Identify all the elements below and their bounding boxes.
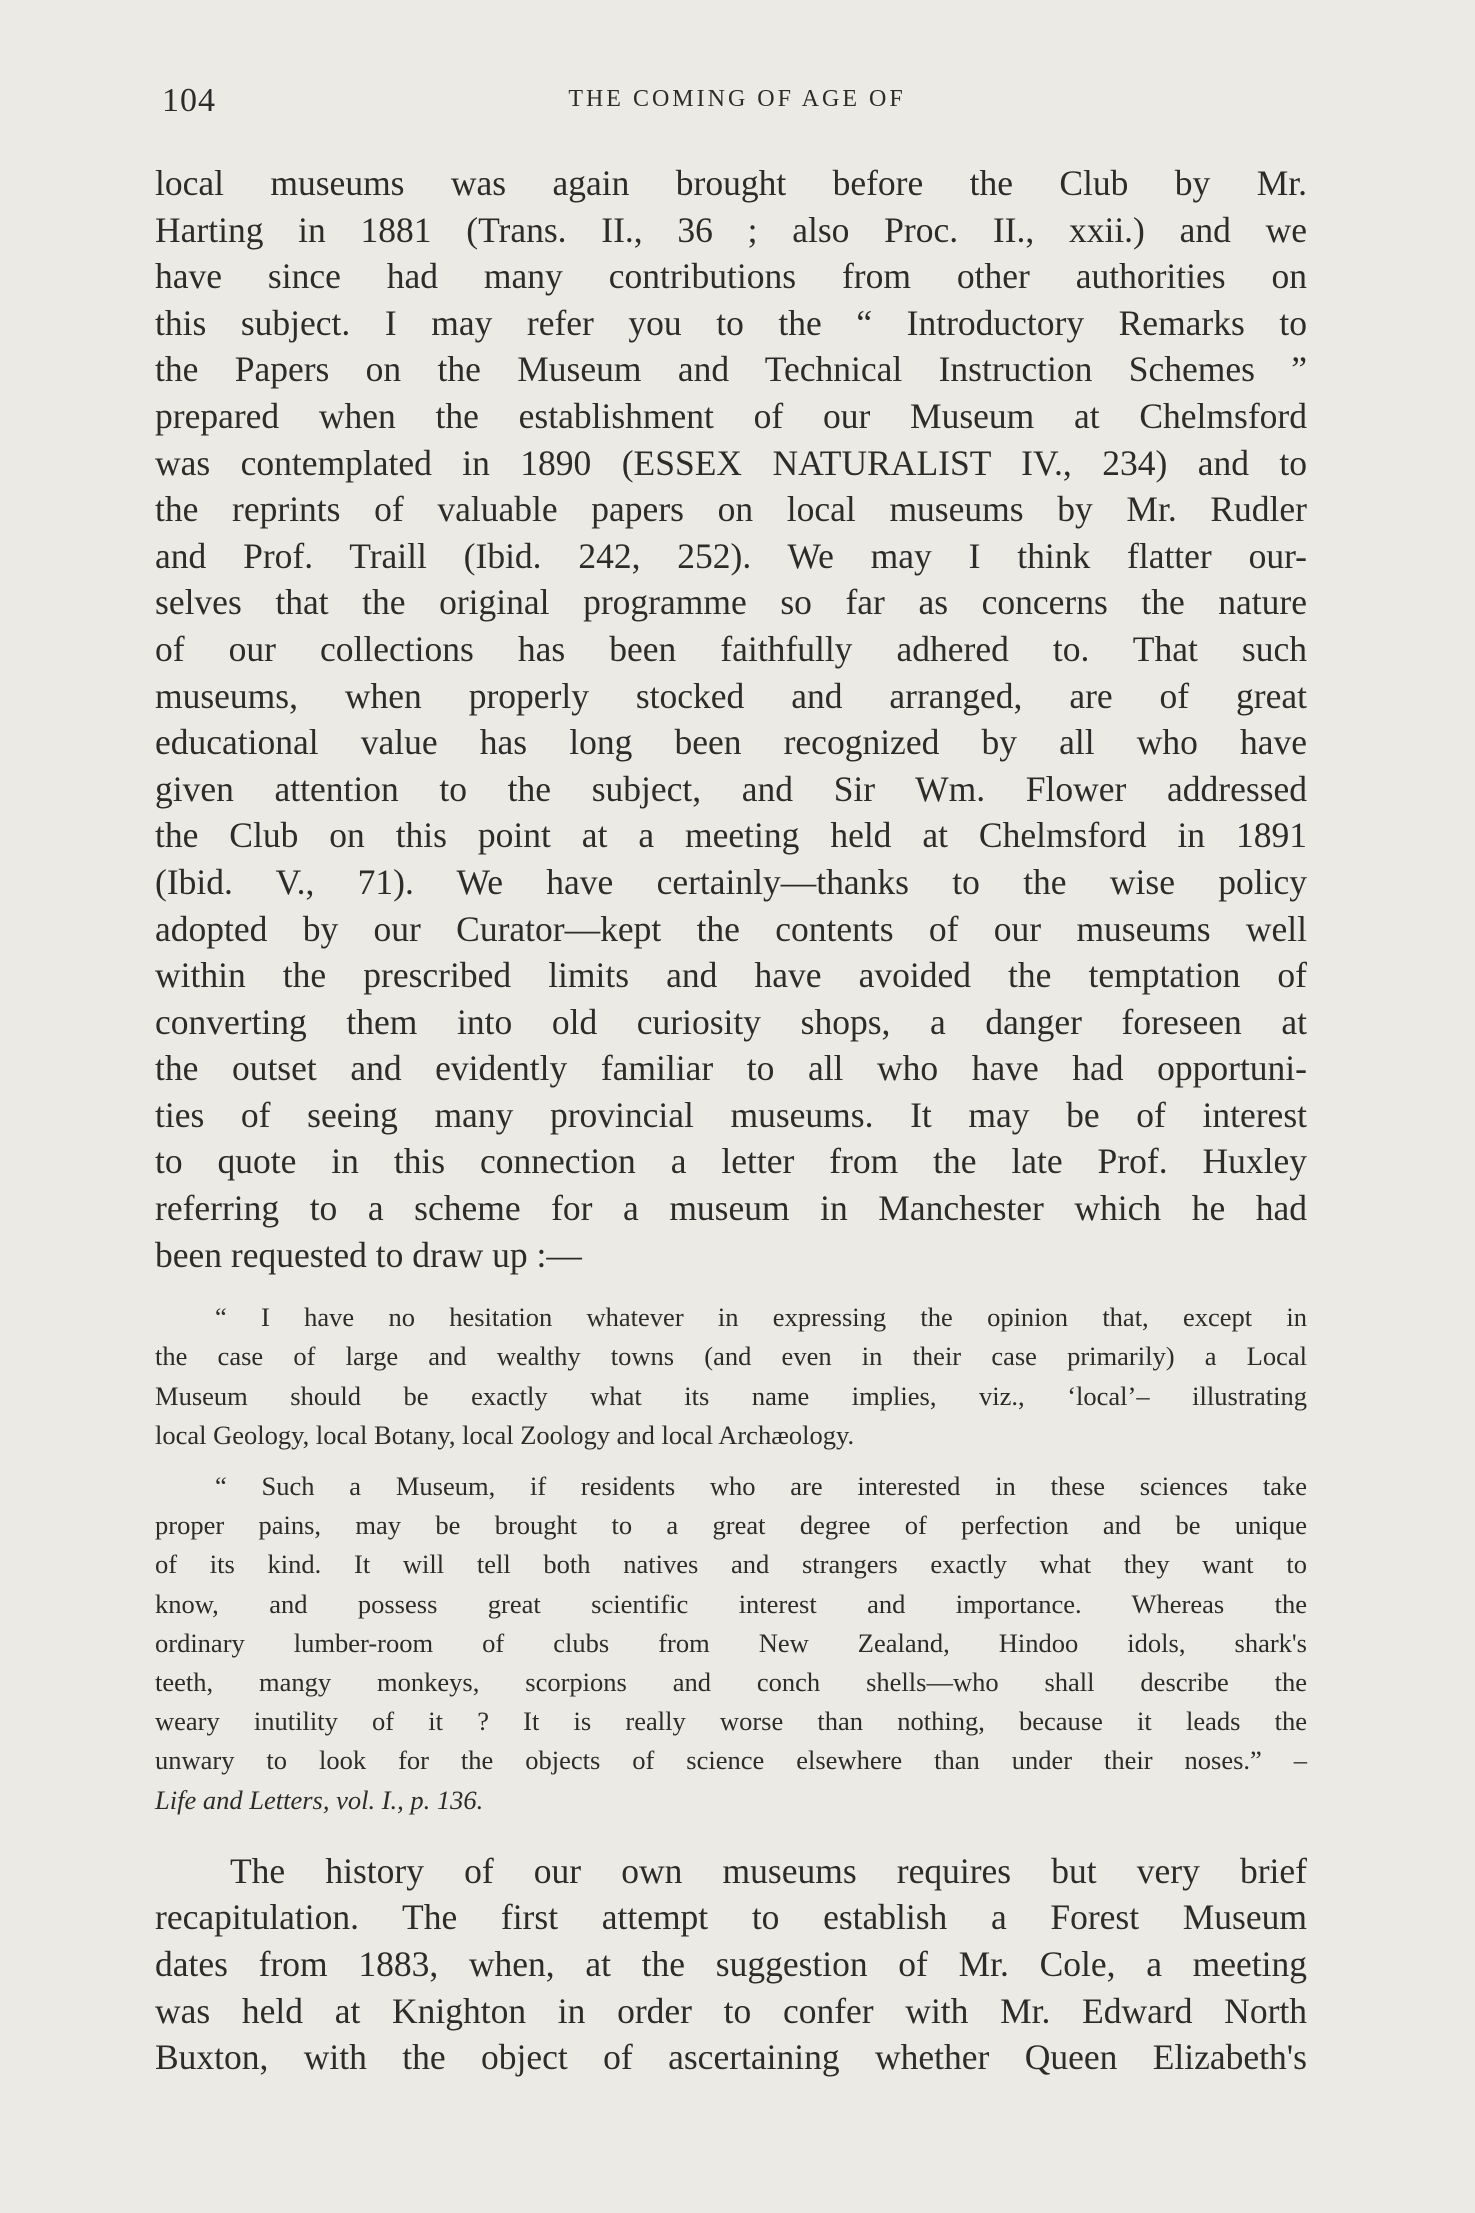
text-line: (Ibid. V., 71). We have certainly—thanks to the wise policy — [155, 861, 1307, 902]
quote-line: know, and possess great scientific interest and importance. Whereas the — [155, 1588, 1307, 1619]
text-line: and Prof. Traill (Ibid. 242, 252). We may I think flatter our- — [155, 535, 1307, 576]
quote-line: ordinary lumber-room of clubs from New Zealand, Hindoo idols, shark's — [155, 1627, 1307, 1658]
text-line: local museums was again brought before the Club by Mr. — [155, 163, 1307, 203]
text-line: the reprints of valuable papers on local museums by Mr. Rudler — [155, 489, 1307, 530]
text-line: was held at Knighton in order to confer with Mr. Edward North — [155, 1990, 1307, 2031]
quote-line: the case of large and wealthy towns (and even in their case primarily) a Local — [155, 1341, 1307, 1372]
quote-line: of its kind. It will tell both natives and strangers exactly what they want to — [155, 1549, 1307, 1580]
text-line: was contemplated in 1890 (ESSEX NATURALIST IV., 234) and to — [155, 442, 1307, 483]
text-line: educational value has long been recognized by all who have — [155, 722, 1307, 763]
quote-line: teeth, mangy monkeys, scorpions and conch shells—who shall describe the — [155, 1667, 1307, 1698]
quote-line: weary inutility of it ? It is really worse than nothing, because it leads the — [155, 1706, 1307, 1737]
running-title: THE COMING OF AGE OF — [568, 86, 906, 112]
text-line: the Club on this point at a meeting held at Chelmsford in 1891 — [155, 815, 1307, 856]
text-line: prepared when the establishment of our Museum at Chelmsford — [155, 395, 1307, 436]
text-line: selves that the original programme so far as concerns the nature — [155, 582, 1307, 623]
huxley-quote-paragraph-2 — [155, 1467, 1307, 1820]
text-line: to quote in this connection a letter from the late Prof. Huxley — [155, 1141, 1307, 1182]
text-line: the outset and evidently familiar to all who have had opportuni- — [155, 1048, 1307, 1089]
text-line: referring to a scheme for a museum in Manchester which he had — [155, 1188, 1307, 1229]
quote-line: local Geology, local Botany, local Zoology and local Archæology. — [155, 1419, 855, 1450]
quote-line: “ Such a Museum, if residents who are interested in these sciences take — [215, 1471, 1307, 1502]
text-line: recapitulation. The first attempt to establish a Forest Museum — [155, 1897, 1307, 1938]
text-line: adopted by our Curator—kept the contents of our museums well — [155, 908, 1307, 949]
text-line: ties of seeing many provincial museums. It may be of interest — [155, 1094, 1307, 1135]
running-head — [162, 82, 1312, 122]
text-line: the Papers on the Museum and Technical Instruction Schemes ” — [155, 349, 1307, 390]
text-line: within the prescribed limits and have avoided the temptation of — [155, 955, 1307, 996]
quote-line: “ I have no hesitation whatever in expressing the opinion that, except in — [215, 1302, 1307, 1333]
text-line: given attention to the subject, and Sir Wm. Flower addressed — [155, 768, 1307, 809]
text-line: this subject. I may refer you to the “ Introductory Remarks to — [155, 302, 1307, 343]
page-number: 104 — [162, 82, 216, 119]
text-line: of our collections has been faithfully adhered to. That such — [155, 628, 1307, 669]
text-line: dates from 1883, when, at the suggestion of Mr. Cole, a meeting — [155, 1944, 1307, 1985]
quote-line: Museum should be exactly what its name implies, viz., ‘local’– illustrating — [155, 1380, 1307, 1411]
text-line: Buxton, with the object of ascertaining whether Queen Elizabeth's — [155, 2037, 1307, 2078]
text-line: The history of our own museums requires but very brief — [230, 1850, 1307, 1891]
text-line: museums, when properly stocked and arranged, are of great — [155, 675, 1307, 716]
text-line: converting them into old curiosity shops, a danger foreseen at — [155, 1001, 1307, 1042]
paragraph-museum-history — [155, 1848, 1307, 2081]
body-text — [155, 160, 1307, 2081]
quote-line: unwary to look for the objects of science elsewhere than under their noses.” – — [155, 1745, 1307, 1776]
huxley-quote-paragraph-1 — [155, 1298, 1307, 1455]
text-line: been requested to draw up :— — [155, 1234, 582, 1275]
text-line: Harting in 1881 (Trans. II., 36 ; also Proc. II., xxii.) and we — [155, 209, 1307, 250]
quote-citation: Life and Letters, vol. I., p. 136. — [155, 1784, 484, 1815]
text-line: have since had many contributions from other authorities on — [155, 256, 1307, 297]
paragraph-museums-intro — [155, 160, 1307, 1278]
quote-line: proper pains, may be brought to a great degree of perfection and be unique — [155, 1510, 1307, 1541]
